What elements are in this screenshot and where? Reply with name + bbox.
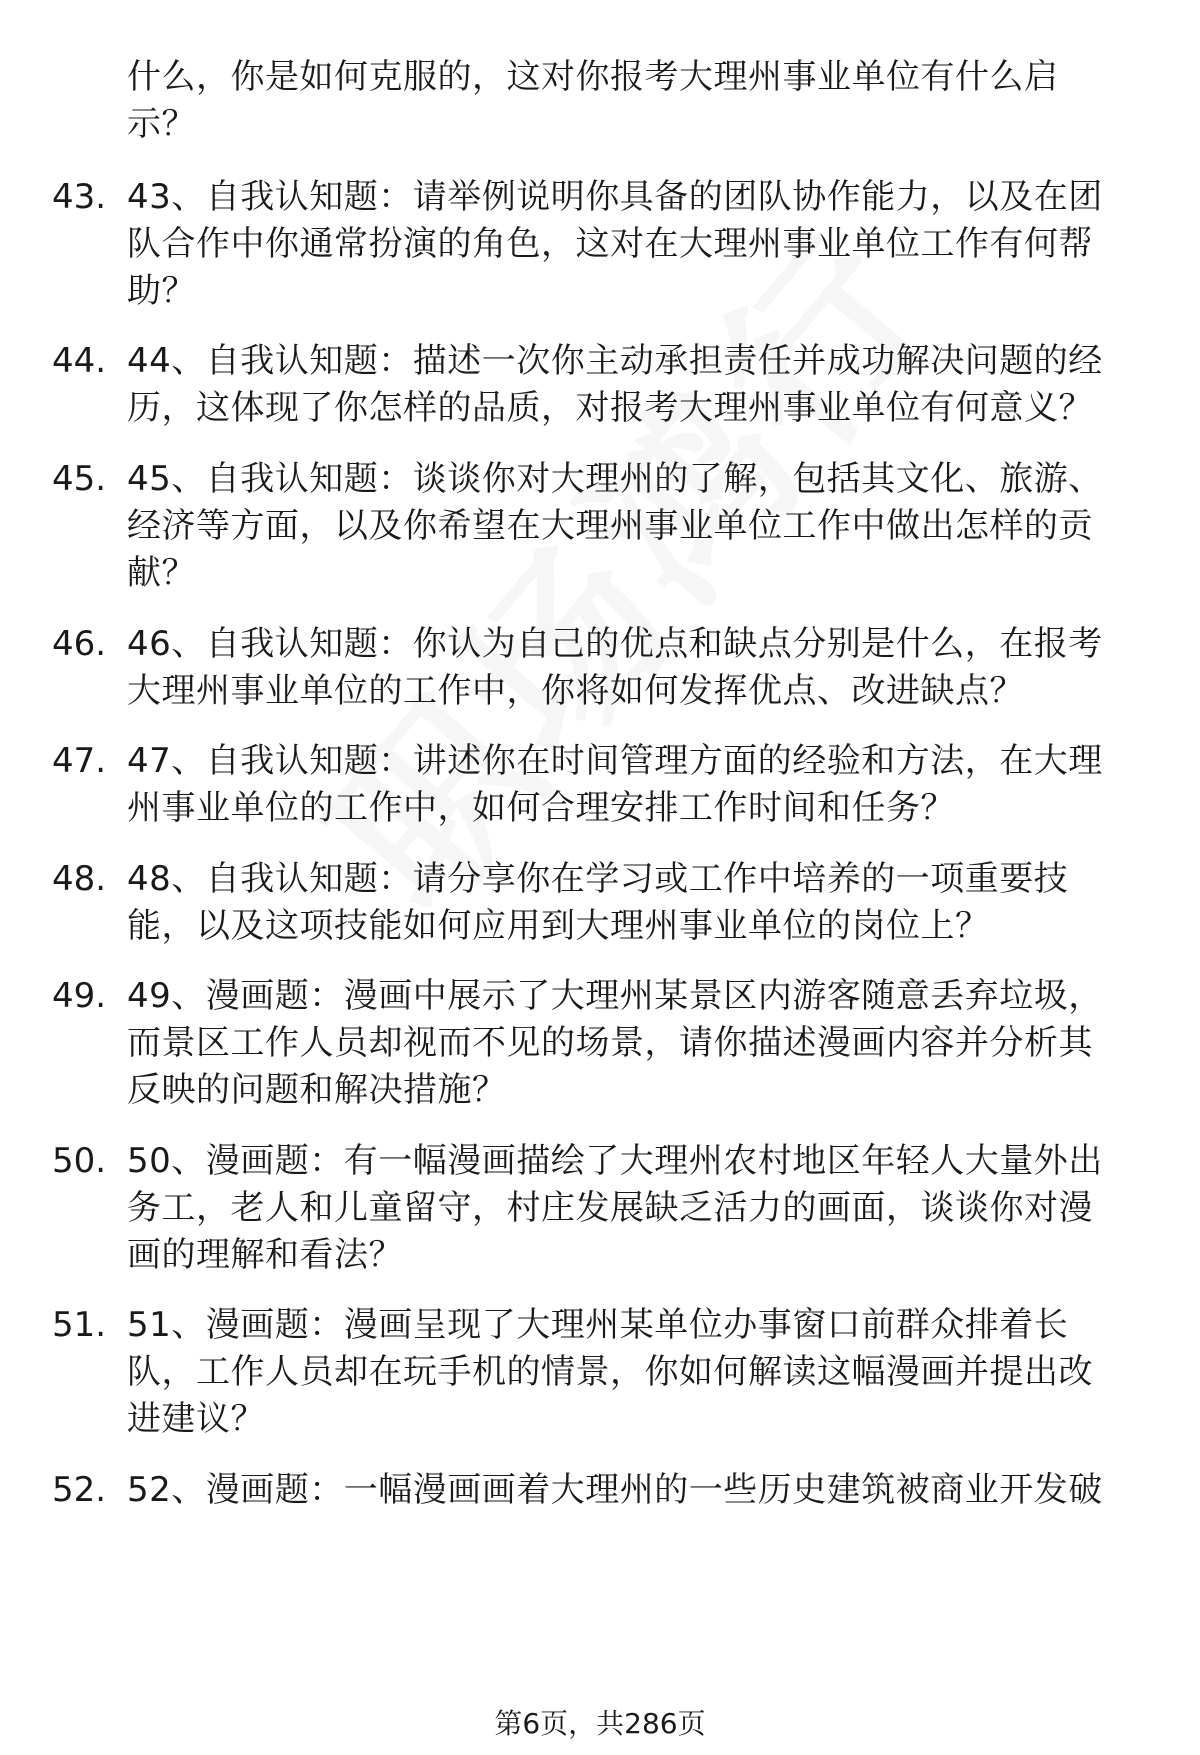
list-number: 46. <box>52 624 107 664</box>
list-number: 51. <box>52 1305 107 1345</box>
question-line: 反映的问题和解决措施？ <box>127 1070 507 1110</box>
question-line: 大理州事业单位的工作中，你将如何发挥优点、改进缺点？ <box>127 671 1024 711</box>
list-number: 43. <box>52 177 107 217</box>
question-line: 52、漫画题：一幅漫画画着大理州的一些历史建筑被商业开发破 <box>127 1470 1103 1510</box>
question-line: 47、自我认知题：讲述你在时间管理方面的经验和方法，在大理 <box>127 741 1103 781</box>
question-line: 进建议？ <box>127 1399 265 1439</box>
question-line: 献？ <box>127 553 196 593</box>
list-number: 44. <box>52 341 107 381</box>
question-line: 46、自我认知题：你认为自己的优点和缺点分别是什么，在报考 <box>127 624 1103 664</box>
intro-line: 示？ <box>127 104 196 144</box>
question-line: 州事业单位的工作中，如何合理安排工作时间和任务？ <box>127 788 955 828</box>
question-line: 能，以及这项技能如何应用到大理州事业单位的岗位上？ <box>127 906 990 946</box>
question-line: 队，工作人员却在玩手机的情景，你如何解读这幅漫画并提出改 <box>127 1352 1093 1392</box>
question-line: 43、自我认知题：请举例说明你具备的团队协作能力，以及在团 <box>127 177 1103 217</box>
question-line: 助？ <box>127 271 196 311</box>
question-line: 队合作中你通常扮演的角色，这对在大理州事业单位工作有何帮 <box>127 224 1093 264</box>
list-number: 47. <box>52 741 107 781</box>
question-line: 经济等方面，以及你希望在大理州事业单位工作中做出怎样的贡 <box>127 506 1093 546</box>
question-line: 而景区工作人员却视而不见的场景，请你描述漫画内容并分析其 <box>127 1023 1093 1063</box>
question-line: 50、漫画题：有一幅漫画描绘了大理州农村地区年轻人大量外出 <box>127 1141 1103 1181</box>
question-line: 51、漫画题：漫画呈现了大理州某单位办事窗口前群众排着长 <box>127 1305 1069 1345</box>
list-number: 50. <box>52 1141 107 1181</box>
question-line: 49、漫画题：漫画中展示了大理州某景区内游客随意丢弃垃圾， <box>127 976 1103 1016</box>
question-line: 画的理解和看法？ <box>127 1235 403 1275</box>
list-number: 48. <box>52 859 107 899</box>
question-line: 48、自我认知题：请分享你在学习或工作中培养的一项重要技 <box>127 859 1069 899</box>
question-line: 务工，老人和儿童留守，村庄发展缺乏活力的画面，谈谈你对漫 <box>127 1188 1093 1228</box>
question-line: 44、自我认知题：描述一次你主动承担责任并成功解决问题的经 <box>127 341 1103 381</box>
list-number: 49. <box>52 976 107 1016</box>
list-number: 45. <box>52 459 107 499</box>
page-number-footer: 第6页，共286页 <box>494 1707 706 1740</box>
list-number: 52. <box>52 1470 107 1510</box>
intro-line: 什么，你是如何克服的，这对你报考大理州事业单位有什么启 <box>127 57 1059 97</box>
question-line: 45、自我认知题：谈谈你对大理州的了解，包括其文化、旅游、 <box>127 459 1103 499</box>
watermark <box>260 167 983 955</box>
question-line: 历，这体现了你怎样的品质，对报考大理州事业单位有何意义？ <box>127 388 1093 428</box>
